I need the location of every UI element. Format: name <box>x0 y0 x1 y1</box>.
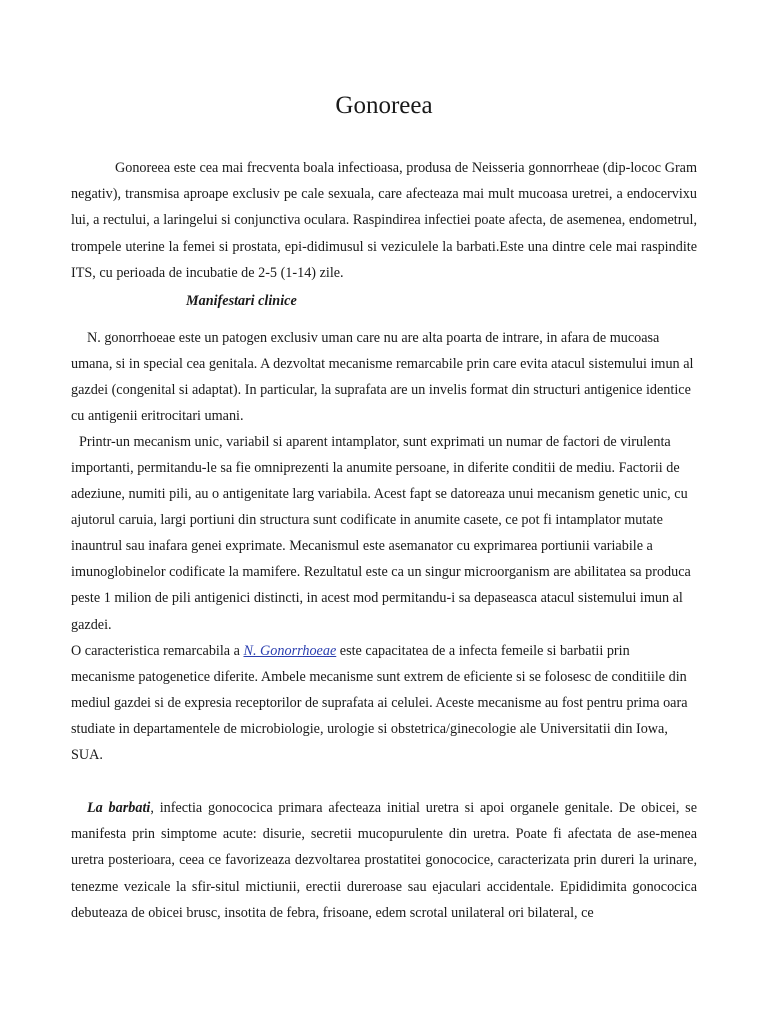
paragraph-text: O caracteristica remarcabila a <box>71 642 244 659</box>
page-title: Gonoreea <box>335 92 433 119</box>
paragraph-characteristic <box>71 638 697 768</box>
lead-phrase: La barbati <box>87 800 151 816</box>
paragraph-text: este capacitatea de a infecta femeile si barbatii prin mecanisme patogenetice diferite. Ambele mecanisme sunt extrem de eficiente si se folosesc de conditiile din mediul gazdei si de expresia receptorilor de suprafata ai celulei. Aceste mecanisme au fost pentru prima oara studiate in departamentele de microbiologie, urologie si obstetrica/ginecologie ale Universitatii din Iowa, SUA. <box>71 642 688 763</box>
section-body <box>71 325 697 768</box>
paragraph-mechanism: Printr-un mecanism unic, variabil si aparent intamplator, sunt exprimati un numar de factori de virulenta importanti, permitandu-le sa fie omniprezenti la anumite persoane, in diferite conditii de mediu. Factorii de adeziune, numiti pili, au o antigenitate larg variabila. Acest fapt se datoreaza unui mecanism genetic unic, cu ajutorul caruia, largi portiuni din structura sunt codificate in anumite casete, ce pot fi intamplator mutate inauntrul sau inafara genei exprimate. Mecanismul este asemanator cu exprimarea portiunii variabile a imunoglobinelor codificate la mamifere. Rezultatul este ca un singur microorganism are abilitatea sa produca peste 1 milion de pili antigenici distincti, in acest mod permitandu-i sa depaseasca atacul sistemului imun al gazdei. <box>71 434 691 633</box>
paragraph-men <box>71 795 697 926</box>
men-section <box>71 795 697 926</box>
section-heading: Manifestari clinice <box>186 293 297 309</box>
intro-paragraph <box>71 155 697 286</box>
paragraph-text: , infectia gonococica primara afecteaza initial uretra si apoi organele genitale. De obicei, se manifesta prin simptome acute: disurie, secretii mucopurulente din uretra. Poate fi afectata de ase-menea uretra posterioara, ceea ce favorizeaza dezvoltarea prostatitei gonococice, caracterizata prin dureri la urinare, tenezme vezicale la sfir-situl mictiunii, erectii dureroase sau ejaculari accidentale. Epididimita gonococica debuteaza de obicei brusc, insotita de febra, frisoane, edem scrotal unilateral ori bilateral, ce <box>71 800 697 921</box>
gonorrhoeae-link[interactable]: N. Gonorrhoeae <box>243 642 337 659</box>
intro-text: Gonoreea este cea mai frecventa boala infectioasa, produsa de Neisseria gonnorrheae (dip-lococ Gram negativ), transmisa aproape exclusiv pe cale sexuala, care afecteaza mai mult mucoasa uretrei, a endocervixu lui, a rectului, a laringelui si conjunctiva oculara. Raspindirea infectiei poate afecta, de asemenea, endometrul, trompele uterine la femei si prostata, epi-didimusul si veziculele la barbati.Este una dintre cele mai raspindite ITS, cu perioada de incubatie de 2-5 (1-14) zile. <box>71 160 697 281</box>
paragraph-pathogen: N. gonorrhoeae este un patogen exclusiv uman care nu are alta poarta de intrare, in afara de mucoasa umana, si in special cea genitala. A dezvoltat mecanisme remarcabile prin care evita atacul sistemului imun al gazdei (congenital si adaptat). In particular, la suprafata are un invelis format din structuri antigenice identice cu antigenii eritrocitari umani. <box>71 330 694 425</box>
